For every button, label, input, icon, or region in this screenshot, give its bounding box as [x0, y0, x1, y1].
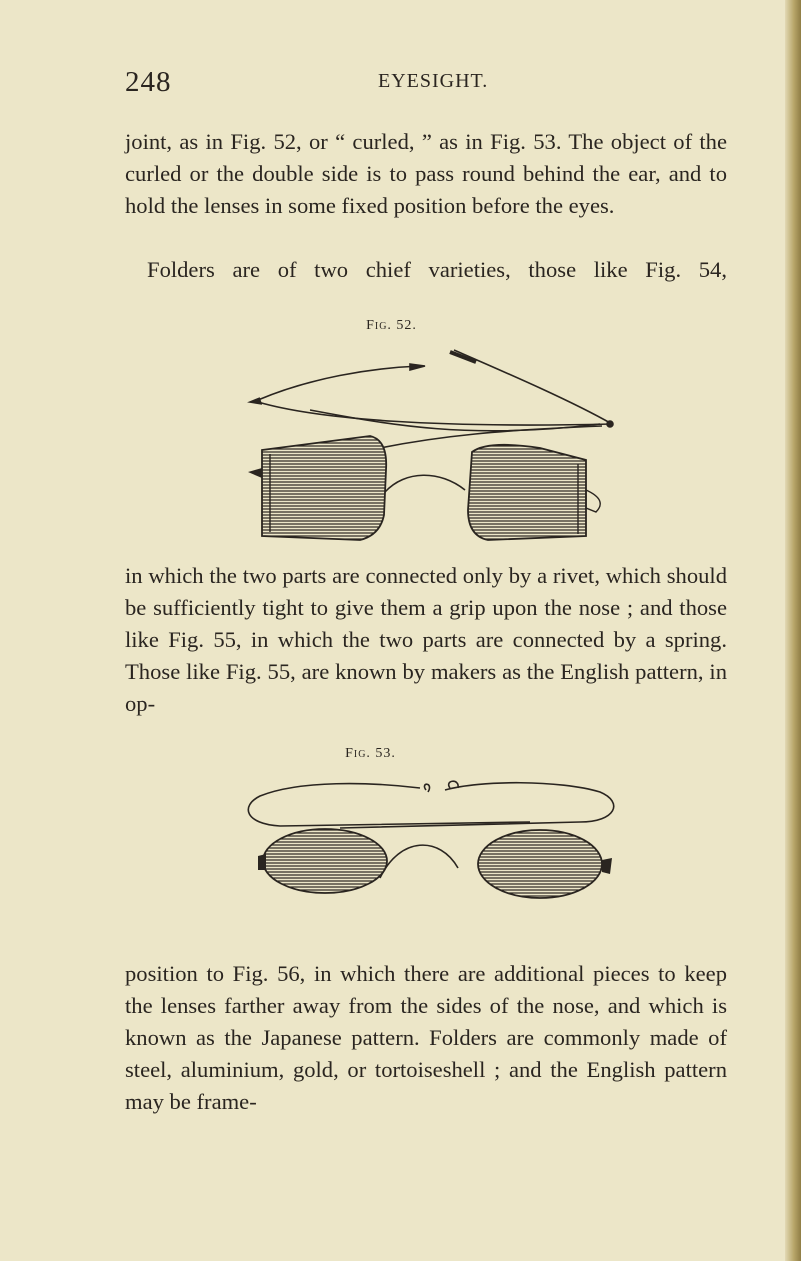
figure-52-caption: Fig. 52. — [366, 318, 417, 333]
paragraph-4: position to Fig. 56, in which there are additional pieces to keep the lenses farther away from the sides of the nose, and which is known as the Japanese pattern. Folders are commonly made of steel, aluminium, gold, or tortoiseshell ; and the English pattern may be frame- — [125, 961, 727, 1114]
page-edge — [785, 0, 801, 1261]
figure-53-caption: Fig. 53. — [345, 746, 396, 761]
figure-52-spectacles — [240, 340, 620, 555]
page-number: 248 — [125, 66, 172, 98]
running-title: EYESIGHT. — [378, 70, 489, 92]
running-head — [125, 66, 745, 106]
paragraph-2: Folders are of two chief varieties, those like Fig. 54, — [147, 257, 727, 282]
figure-53-spectacles — [240, 766, 620, 916]
paragraph-3: in which the two parts are connected only by a rivet, which should be sufficiently tight to give them a grip upon the nose ; and those like Fig. 55, in which the two parts are connected by a spring. Those like Fig. 55, are known by makers as the English pattern, in op- — [125, 563, 727, 716]
paragraph-1: joint, as in Fig. 52, or “ curled, ” as in Fig. 53. The object of the curled or the double side is to pass round behind the ear, and to hold the lenses in some fixed position before the eyes. — [125, 129, 727, 218]
